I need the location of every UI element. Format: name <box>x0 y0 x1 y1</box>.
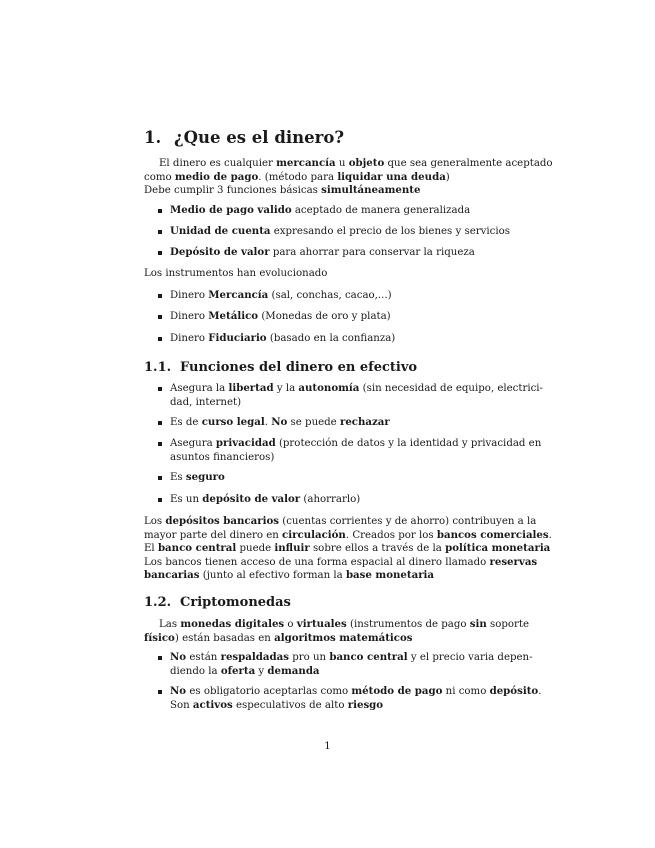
bold-term: rechazar <box>339 416 390 428</box>
bold-term: privacidad <box>215 437 276 449</box>
bold-term: política monetaria <box>445 542 551 555</box>
list-item-text <box>170 471 512 485</box>
subsection-title: Criptomonedas <box>180 595 291 610</box>
text-line <box>170 246 512 260</box>
text-run: Dinero <box>170 311 209 322</box>
text-run: Dinero <box>170 290 209 301</box>
list-item <box>158 493 512 507</box>
bold-term: demanda <box>267 664 320 677</box>
evolution-intro <box>144 267 512 281</box>
text-run: . Creados por los <box>345 529 437 541</box>
bold-term: objeto <box>348 157 385 169</box>
bold-term: respaldadas <box>220 651 289 663</box>
text-line <box>170 437 542 451</box>
text-line <box>144 515 537 529</box>
list-item <box>158 471 512 485</box>
text-run: y el precio varia depen- <box>407 652 533 663</box>
bold-term: Fiduciario <box>208 332 267 344</box>
bold-term: influir <box>274 542 310 555</box>
text-line <box>170 699 512 713</box>
text-run: se puede <box>287 417 340 428</box>
list-item-text <box>170 416 512 430</box>
subsection-number: 1.1. <box>144 360 172 375</box>
bold-term: Mercancía <box>208 289 269 301</box>
text-run: ) <box>445 171 450 183</box>
text-run: dad, internet) <box>170 396 242 408</box>
text-run: ni como <box>442 686 490 697</box>
bold-term: Depósito de valor <box>170 246 270 258</box>
text-run: que sea generalmente aceptado <box>384 158 553 169</box>
text-run: ) están basadas en <box>174 632 275 644</box>
list-item <box>158 437 542 464</box>
text-run: aceptado de manera generalizada <box>291 205 471 216</box>
text-line <box>170 289 512 303</box>
bold-term: simultáneamente <box>321 184 421 197</box>
text-run: mayor parte del dinero en <box>144 529 283 541</box>
bold-term: seguro <box>185 471 225 483</box>
bold-term: reservas <box>489 555 538 568</box>
bullet-icon <box>158 476 162 480</box>
bold-term: autonomía <box>298 382 360 394</box>
bold-term: No <box>271 416 288 428</box>
crypto-paragraph <box>144 618 530 645</box>
text-line <box>170 332 512 346</box>
bold-term: método de pago <box>351 685 443 697</box>
bold-term: bancos comerciales <box>436 528 549 541</box>
text-run: u <box>335 158 349 169</box>
bullet-icon <box>158 209 162 213</box>
text-line <box>170 451 512 465</box>
text-run: Asegura <box>170 438 216 449</box>
bullet-icon <box>158 656 162 660</box>
bold-term: liquidar una deuda <box>337 170 446 183</box>
list-item-text <box>170 246 512 260</box>
text-line <box>170 225 512 239</box>
bold-term: físico <box>144 631 175 644</box>
text-run: . <box>538 686 542 697</box>
bold-term: Metálico <box>208 310 259 322</box>
text-line <box>170 396 512 410</box>
text-run: Los <box>144 516 166 527</box>
list-item-text <box>170 685 542 712</box>
text-run: asuntos financieros) <box>170 451 275 463</box>
bold-term: bancarias <box>144 569 200 582</box>
list-item-text <box>170 651 533 678</box>
text-run: . <box>264 417 272 428</box>
bold-term: mercancía <box>276 157 336 169</box>
text-line <box>144 528 552 543</box>
section-title: ¿Que es el dinero? <box>174 128 344 147</box>
text-line <box>144 555 538 570</box>
bold-term: virtuales <box>296 618 347 630</box>
subsection-heading-1-2 <box>144 595 291 610</box>
bold-term: depósitos bancarios <box>165 515 279 527</box>
bullet-icon <box>158 230 162 234</box>
subsection-number: 1.2. <box>144 595 172 610</box>
text-run: o <box>284 619 297 630</box>
bold-term: depósito <box>489 685 539 697</box>
list-item <box>158 204 512 218</box>
text-run: sobre ellos a través de la <box>309 543 446 555</box>
list-item <box>158 332 512 346</box>
list-item <box>158 651 533 678</box>
text-line <box>144 632 512 646</box>
text-run: Son <box>170 699 193 711</box>
section-number: 1. <box>144 128 162 147</box>
text-line <box>170 651 533 665</box>
text-run: pro un <box>288 652 330 663</box>
text-run: (basado en la confianza) <box>266 333 396 344</box>
text-run: están <box>186 652 221 663</box>
bullet-icon <box>158 498 162 502</box>
text-run: Debe cumplir 3 funciones básicas <box>144 185 322 197</box>
bold-term: Medio de pago valido <box>170 204 292 216</box>
text-line <box>170 382 543 396</box>
bold-term: banco central <box>329 651 408 663</box>
text-run: Los bancos tienen acceso de una forma espacial al dinero llamado <box>144 556 490 568</box>
text-run: (instrumentos de pago <box>346 619 470 630</box>
text-line <box>144 157 553 171</box>
list-item <box>158 310 512 324</box>
bold-term: activos <box>192 698 233 711</box>
page-number: 1 <box>324 741 331 752</box>
deposits-paragraph <box>144 515 552 583</box>
bold-term: No <box>170 651 187 663</box>
list-item <box>158 416 512 430</box>
section-heading <box>144 128 344 147</box>
list-item <box>158 289 512 303</box>
text-run: . (método para <box>258 171 338 183</box>
bold-term: libertad <box>228 382 274 394</box>
text-run: diendo la <box>170 665 221 677</box>
bold-term: No <box>170 685 187 697</box>
text-run: y <box>255 665 268 677</box>
bullet-icon <box>158 690 162 694</box>
text-run: El dinero es cualquier <box>159 158 277 169</box>
bold-term: Unidad de cuenta <box>170 225 271 237</box>
bold-term: oferta <box>220 664 256 677</box>
list-item-text <box>170 204 512 218</box>
bold-term: curso legal <box>201 416 265 428</box>
list-item-text <box>170 493 512 507</box>
bullet-icon <box>158 294 162 298</box>
bold-term: monedas digitales <box>180 618 285 630</box>
text-run: para ahorrar para conservar la riqueza <box>269 247 475 258</box>
bold-term: algoritmos matemáticos <box>274 631 413 644</box>
bullet-icon <box>158 337 162 341</box>
list-item <box>158 225 512 239</box>
evolution-intro-text: Los instrumentos han evolucionado <box>144 268 328 279</box>
text-line <box>170 493 512 507</box>
bold-term: medio de pago <box>174 170 259 183</box>
text-run: Asegura la <box>170 383 229 394</box>
list-item-text <box>170 310 512 324</box>
text-line <box>170 310 512 324</box>
text-run: Es de <box>170 417 202 428</box>
text-run: especulativos de alto <box>232 699 348 711</box>
text-run: El <box>144 543 158 555</box>
subsection-title: Funciones del dinero en efectivo <box>180 360 418 375</box>
list-item-text <box>170 382 543 409</box>
text-run: Las <box>159 619 181 630</box>
text-run: Es un <box>170 494 203 505</box>
bullet-icon <box>158 251 162 255</box>
text-run: . <box>548 529 552 541</box>
list-item <box>158 382 543 409</box>
text-line <box>170 471 512 485</box>
text-run: expresando el precio de los bienes y servicios <box>270 226 510 237</box>
text-run: Dinero <box>170 333 209 344</box>
text-line <box>144 171 512 185</box>
text-run: (ahorrarlo) <box>300 494 361 505</box>
text-run: (sal, conchas, cacao,...) <box>268 290 392 301</box>
text-line <box>170 204 512 218</box>
text-run: (Monedas de oro y plata) <box>258 311 391 322</box>
text-run: (cuentas corrientes y de ahorro) contribuyen a la <box>279 516 537 527</box>
bullet-icon <box>158 442 162 446</box>
text-run: es obligatorio aceptarlas como <box>186 686 352 697</box>
intro-paragraph <box>144 157 553 198</box>
text-line <box>144 184 512 198</box>
list-item-text <box>170 289 512 303</box>
bold-term: base monetaria <box>345 569 435 582</box>
bullet-icon <box>158 421 162 425</box>
bullet-icon <box>158 315 162 319</box>
bullet-icon <box>158 387 162 391</box>
text-line <box>170 416 512 430</box>
bold-term: banco central <box>157 542 237 555</box>
text-line <box>144 618 530 632</box>
bold-term: circulación <box>282 528 346 541</box>
text-run: (junto al efectivo forman la <box>199 570 346 582</box>
list-item-text <box>170 332 512 346</box>
text-line <box>144 542 551 556</box>
list-item-text <box>170 225 512 239</box>
list-item <box>158 685 542 712</box>
text-run: (protección de datos y la identidad y privacidad en <box>275 438 542 449</box>
text-line <box>144 569 512 583</box>
text-run: soporte <box>486 619 530 630</box>
text-run: puede <box>236 543 275 555</box>
bold-term: riesgo <box>347 698 384 711</box>
text-run: y la <box>273 383 299 394</box>
text-run: Es <box>170 472 186 483</box>
list-item <box>158 246 512 260</box>
bold-term: depósito de valor <box>202 493 301 505</box>
list-item-text <box>170 437 542 464</box>
subsection-heading-1-1 <box>144 360 417 375</box>
bold-term: sin <box>469 618 487 630</box>
text-line <box>170 665 512 679</box>
text-line <box>170 685 542 699</box>
text-run: como <box>144 171 175 183</box>
text-run: (sin necesidad de equipo, electrici- <box>359 383 543 394</box>
